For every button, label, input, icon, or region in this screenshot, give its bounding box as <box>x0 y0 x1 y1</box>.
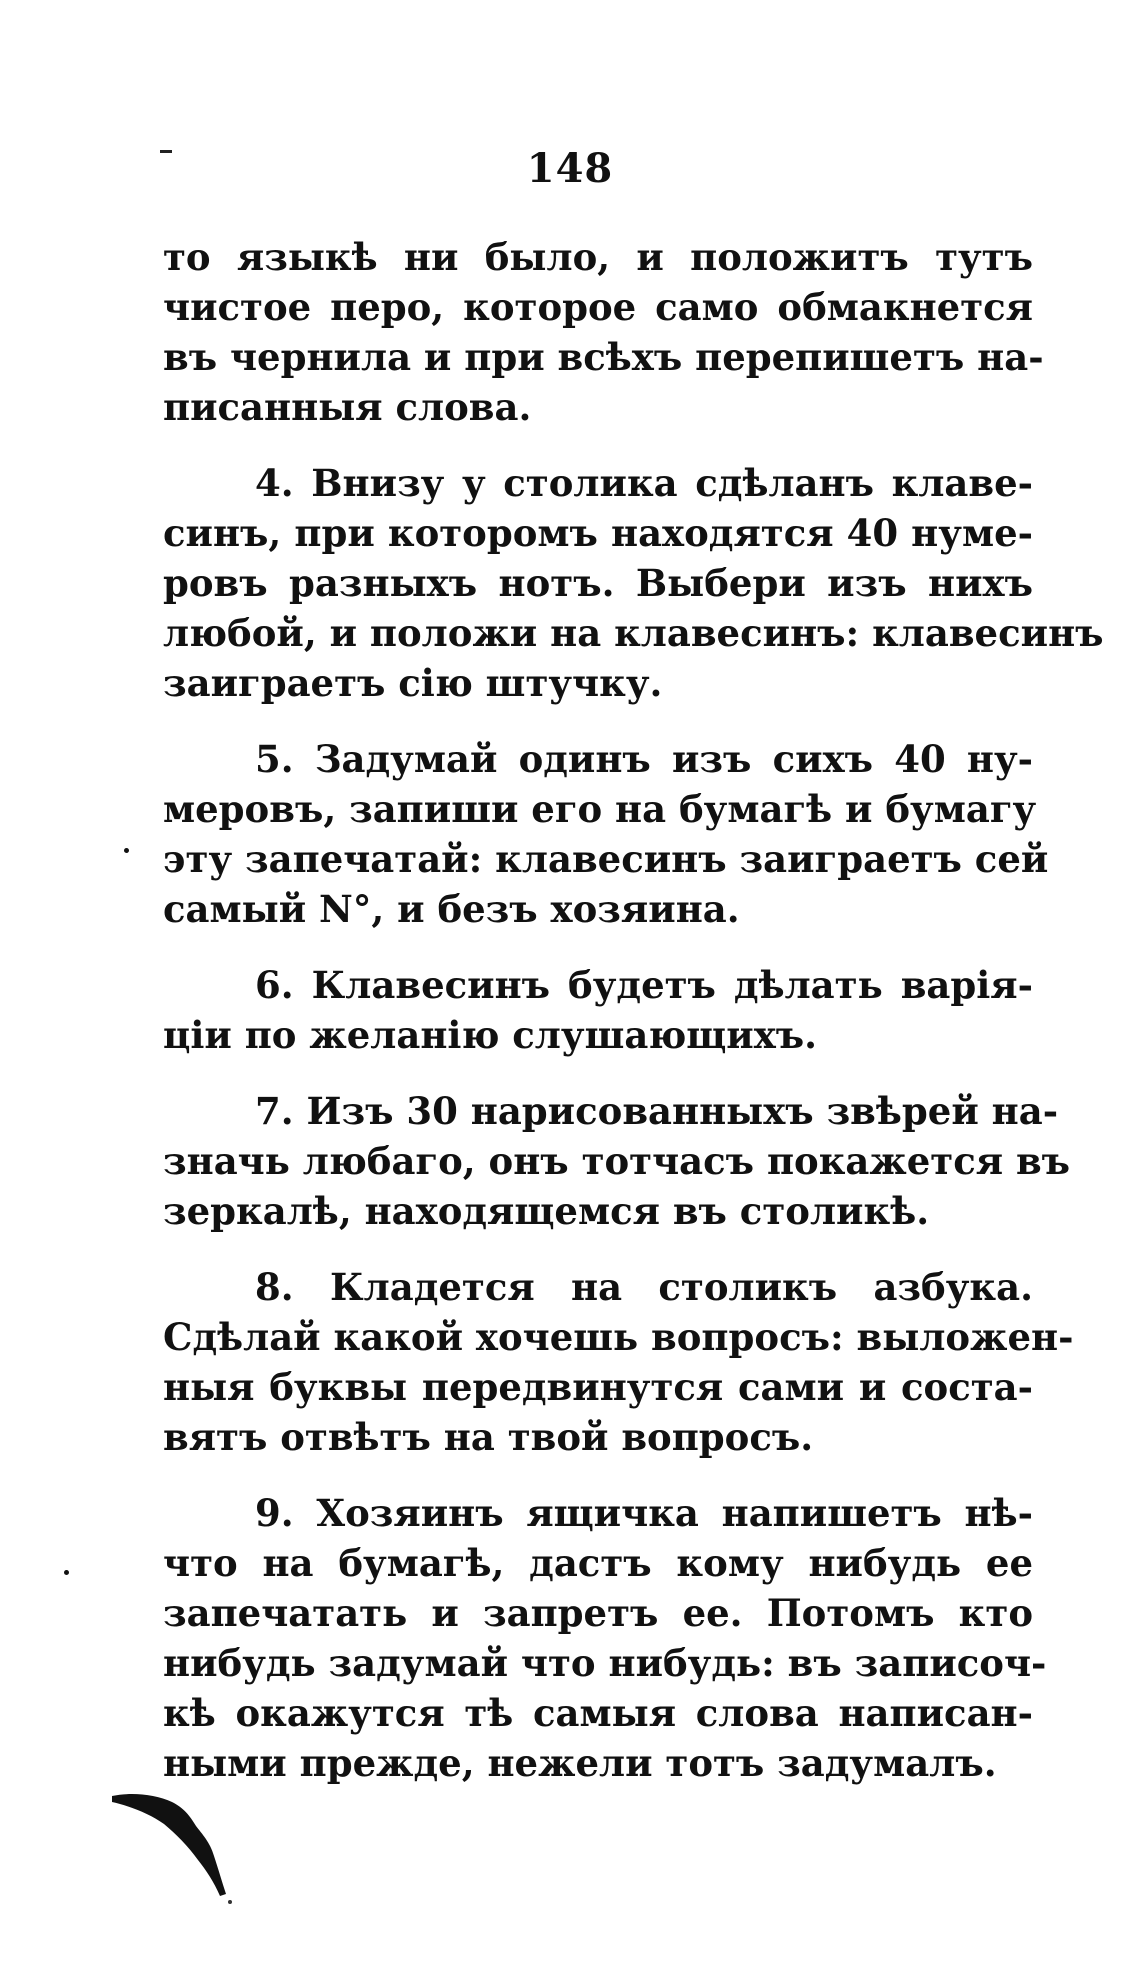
text-line: эту запечатай: клавесинъ заиграетъ сей <box>163 837 1049 881</box>
text-line: самый N°, и безъ хозяина. <box>163 887 740 931</box>
text-line: то языкѣ ни было, и положитъ тутъ <box>163 235 1033 279</box>
text-line: чистое перо, которое само обмакнется <box>163 285 1033 329</box>
line-text: Клавесинъ будетъ дѣлать варія- <box>311 963 1033 1007</box>
paragraph-item-5 <box>163 734 1049 934</box>
text-line: въ чернила и при всѣхъ перепишетъ на- <box>163 335 1044 379</box>
text-line <box>163 960 1033 1010</box>
body-text <box>163 232 1104 1814</box>
text-line: меровъ, запиши его на бумагѣ и бумагу <box>163 787 1037 831</box>
paragraph-item-4 <box>163 458 1104 708</box>
text-line <box>163 1262 1033 1312</box>
item-number: 7. <box>255 1089 294 1133</box>
item-number: 4. <box>255 461 294 505</box>
text-line: что на бумагѣ, дастъ кому нибудь ее <box>163 1541 1033 1585</box>
text-line: заиграетъ сію штучку. <box>163 661 663 705</box>
text-line <box>163 1488 1033 1538</box>
item-number: 5. <box>255 737 294 781</box>
text-line: ными прежде, нежели тотъ задумалъ. <box>163 1741 997 1785</box>
text-line <box>163 1086 1059 1136</box>
line-text: Внизу у столика сдѣланъ клаве- <box>311 461 1033 505</box>
text-line: писанныя слова. <box>163 385 532 429</box>
ink-speck <box>124 848 129 853</box>
text-line: нибудь задумай что нибудь: въ записоч- <box>163 1641 1047 1685</box>
item-number: 6. <box>255 963 294 1007</box>
text-line: вятъ отвѣтъ на твой вопросъ. <box>163 1415 814 1459</box>
ink-blot <box>110 1790 250 1910</box>
item-number: 9. <box>255 1491 294 1535</box>
text-line: зеркалѣ, находящемся въ столикѣ. <box>163 1189 930 1233</box>
item-number: 8. <box>255 1265 294 1309</box>
paragraph-item-8 <box>163 1262 1074 1462</box>
ink-speck <box>64 1570 69 1575</box>
text-line: ровъ разныхъ нотъ. Выбери изъ нихъ <box>163 561 1033 605</box>
line-text: Задумай одинъ изъ сихъ 40 ну- <box>314 737 1033 781</box>
paragraph-item-7 <box>163 1086 1071 1236</box>
page-number: 148 <box>526 145 614 192</box>
text-line: любой, и положи на клавесинъ: клавесинъ <box>163 611 1104 655</box>
text-line: кѣ окажутся тѣ самыя слова написан- <box>163 1691 1033 1735</box>
text-line <box>163 734 1033 784</box>
line-text: Кладется на столикъ азбука. <box>329 1265 1033 1309</box>
paragraph-continuation <box>163 232 1044 432</box>
text-line: синъ, при которомъ находятся 40 нуме- <box>163 511 1033 555</box>
paragraph-item-6 <box>163 960 1033 1060</box>
text-line: значь любаго, онъ тотчасъ покажется въ <box>163 1139 1071 1183</box>
paragraph-item-9 <box>163 1488 1047 1788</box>
text-line: ныя буквы передвинутся сами и соста- <box>163 1365 1033 1409</box>
text-line: Сдѣлай какой хочешь вопросъ: выложен- <box>163 1315 1074 1359</box>
text-line: ціи по желанію слушающихъ. <box>163 1013 818 1057</box>
line-text: Изъ 30 нарисованныхъ звѣрей на- <box>306 1089 1059 1133</box>
line-text: Хозяинъ ящичка напишетъ нѣ- <box>316 1491 1033 1535</box>
text-line <box>163 458 1033 508</box>
text-line: запечатать и запретъ ее. Потомъ кто <box>163 1591 1033 1635</box>
